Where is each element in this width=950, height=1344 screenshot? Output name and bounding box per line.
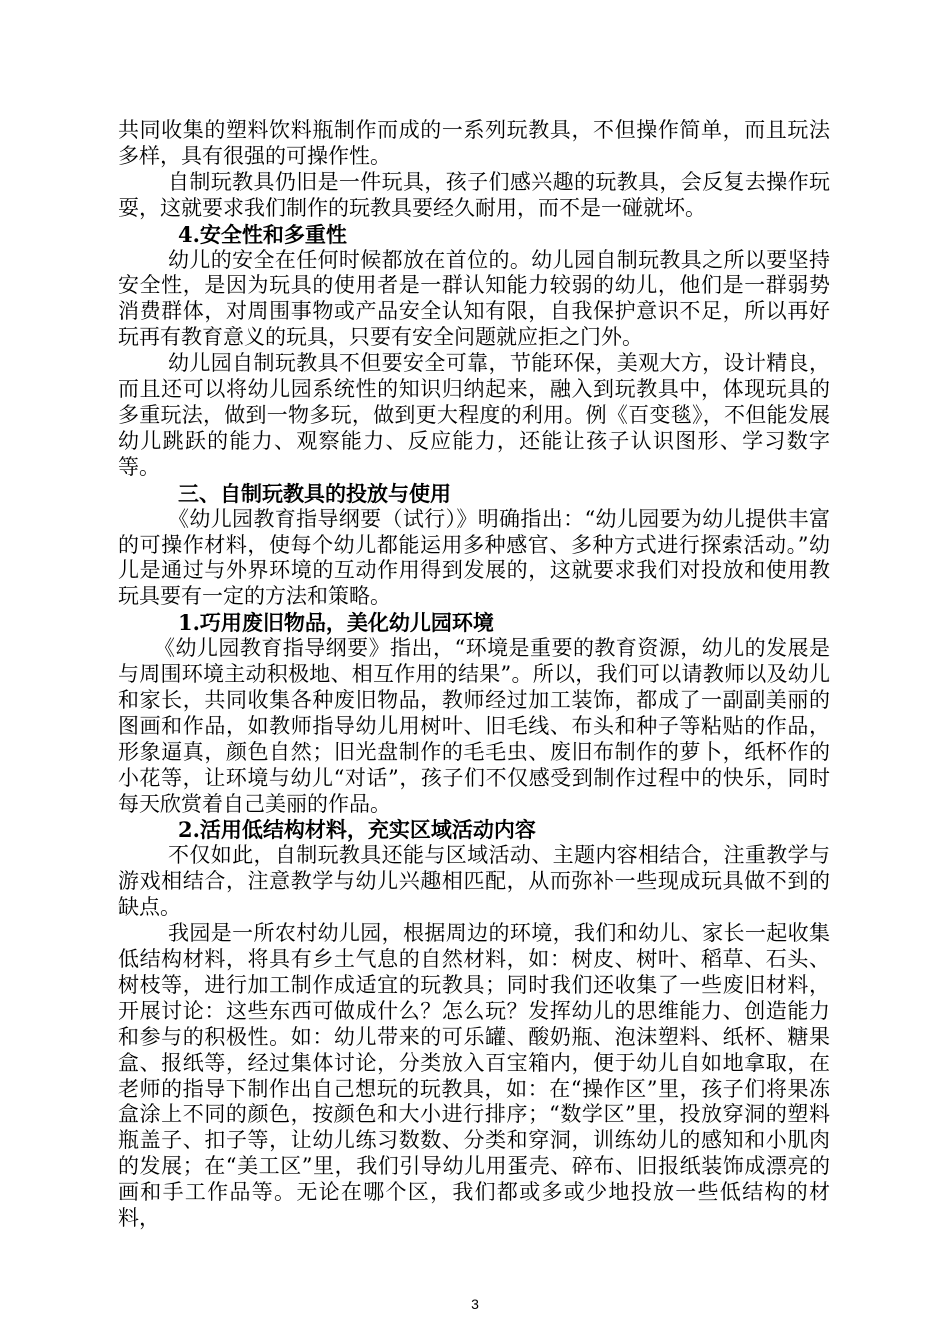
paragraph: 《幼儿园教育指导纲要》指出，“环境是重要的教育资源，幼儿的发展是与周围环境主动积极地、相互作用的结果”。所以，我们可以请教师以及幼儿和家长，共同收集各种废旧物品，教师经过加工装饰，都成了一副副美丽的图画和作品，如教师指导幼儿用树叶、旧毛线、布头和种子等粘贴的作品，形象逼真，颜色自然；旧光盘制作的毛毛虫、废旧布制作的萝卜，纸杯作的小花等，让环境与幼儿“对话”，孩子们不仅感受到制作过程中的快乐，同时每天欣赏着自己美丽的作品。 (118, 636, 830, 816)
section-heading: 1.巧用废旧物品，美化幼儿园环境 (178, 610, 494, 636)
section-heading: 三、自制玩教具的投放与使用 (178, 480, 451, 506)
paragraph: 共同收集的塑料饮料瓶制作而成的一系列玩教具，不但操作简单，而且玩法多样，具有很强的可操作性。 (118, 118, 830, 168)
paragraph: 《幼儿园教育指导纲要（试行）》明确指出：“幼儿园要为幼儿提供丰富的可操作材料，使每个幼儿都能运用多种感官、多种方式进行探索活动。”幼儿是通过与外界环境的互动作用得到发展的，这就要求我们对投放和使用教玩具要有一定的方法和策略。 (118, 506, 830, 609)
paragraph: 不仅如此，自制玩教具还能与区域活动、主题内容相结合，注重教学与游戏相结合，注意教学与幼儿兴趣相匹配，从而弥补一些现成玩具做不到的缺点。 (118, 843, 830, 920)
paragraph: 幼儿园自制玩教具不但要安全可靠，节能环保，美观大方，设计精良，而且还可以将幼儿园系统性的知识归纳起来，融入到玩教具中，体现玩具的多重玩法，做到一物多玩，做到更大程度的利用。例《百变毯》，不但能发展幼儿跳跃的能力、观察能力、反应能力，还能让孩子认识图形、学习数字等。 (118, 351, 830, 479)
paragraph: 我园是一所农村幼儿园，根据周边的环境，我们和幼儿、家长一起收集低结构材料，将具有乡土气息的自然材料，如：树皮、树叶、稻草、石头、树枝等，进行加工制作成适宜的玩教具；同时我们还收集了一些废旧材料，开展讨论：这些东西可做成什么？怎么玩？发挥幼儿的思维能力、创造能力和参与的积极性。如：幼儿带来的可乐罐、酸奶瓶、泡沫塑料、纸杯、糖果盒、报纸等，经过集体讨论，分类放入百宝箱内，便于幼儿自如地拿取，在老师的指导下制作出自己想玩的玩教具，如：在“操作区”里，孩子们将果冻盒涂上不同的颜色，按颜色和大小进行排序；“数学区”里，投放穿洞的塑料瓶盖子、扣子等，让幼儿练习数数、分类和穿洞，训练幼儿的感知和小肌肉的发展；在“美工区”里，我们引导幼儿用蛋壳、碎布、旧报纸装饰成漂亮的画和手工作品等。无论在哪个区，我们都或多或少地投放一些低结构的材料， (118, 921, 830, 1231)
paragraph: 幼儿的安全在任何时候都放在首位的。幼儿园自制玩教具之所以要坚持安全性，是因为玩具的使用者是一群认知能力较弱的幼儿，他们是一群弱势消费群体，对周围事物或产品安全认知有限，自我保护意识不足，所以再好玩再有教育意义的玩具，只要有安全问题就应拒之门外。 (118, 247, 830, 350)
section-heading: 4.安全性和多重性 (178, 221, 347, 247)
page-number: 3 (471, 1296, 479, 1312)
paragraph: 自制玩教具仍旧是一件玩具，孩子们感兴趣的玩教具，会反复去操作玩耍，这就要求我们制作的玩教具要经久耐用，而不是一碰就坏。 (118, 169, 830, 220)
document-body (118, 118, 830, 1232)
section-heading: 2.活用低结构材料，充实区域活动内容 (178, 817, 536, 843)
